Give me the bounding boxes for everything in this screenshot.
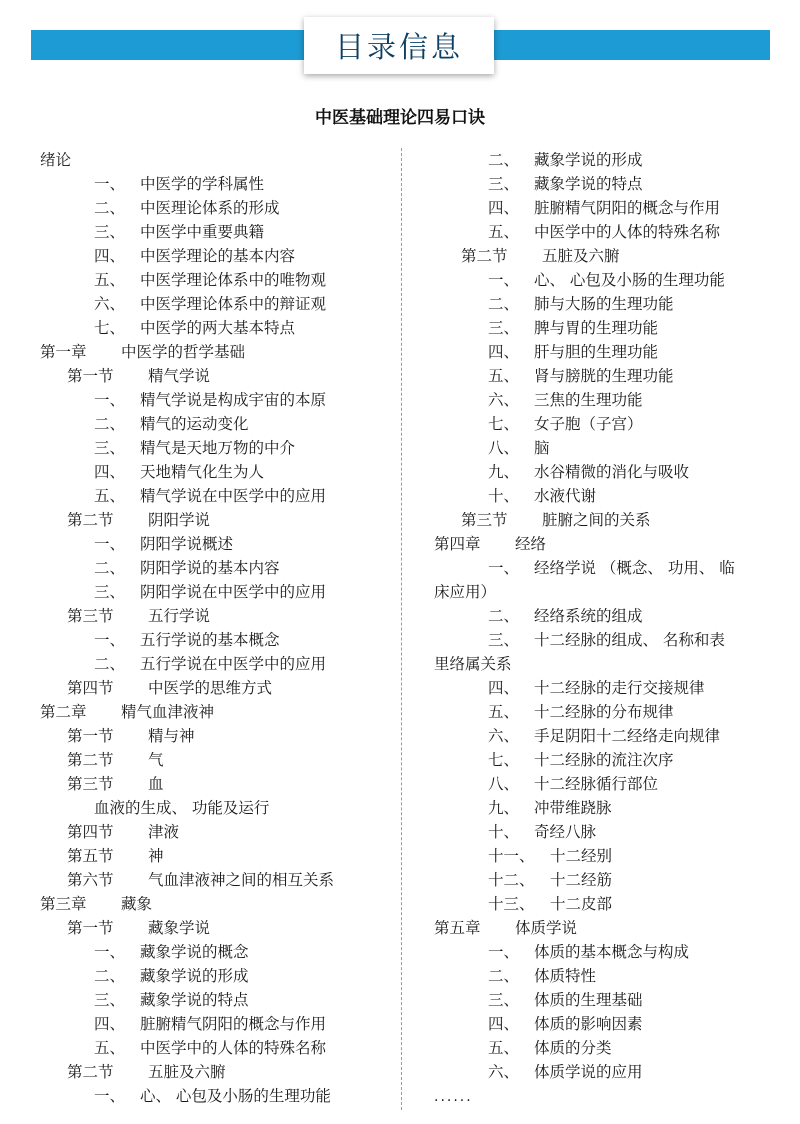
toc-entry-text: 藏象学说的特点 (534, 175, 643, 193)
toc-entry-text: 气血津液神之间的相互关系 (148, 871, 335, 889)
toc-entry (40, 292, 395, 316)
toc-entry-text: 手足阴阳十二经络走向规律 (534, 727, 721, 745)
toc-left-column (40, 148, 395, 1108)
toc-entry-text: 津液 (148, 823, 180, 841)
toc-entry (40, 748, 395, 772)
toc-entry (434, 868, 774, 892)
toc-entry-number: 七、 (488, 751, 520, 769)
toc-entry-text: 气 (148, 751, 164, 769)
toc-entry-text: 中医学的两大基本特点 (140, 319, 296, 337)
toc-entry-text: 肾与膀胱的生理功能 (534, 367, 674, 385)
toc-entry-number: 二、 (94, 415, 126, 433)
toc-entry-number: 第六节 (67, 871, 114, 889)
toc-entry-number: 十二、 (488, 871, 535, 889)
toc-entry-text: 脏腑之间的关系 (542, 511, 651, 529)
toc-entry (434, 196, 774, 220)
toc-entry-number: 三、 (94, 223, 126, 241)
toc-entry-number: 二、 (488, 967, 520, 985)
toc-entry (434, 556, 774, 580)
toc-entry-number: 一、 (94, 631, 126, 649)
toc-entry-number: 十三、 (488, 895, 535, 913)
toc-entry-text: 十二皮部 (550, 895, 613, 913)
toc-entry-text: 十二经脉循行部位 (534, 775, 659, 793)
toc-entry (434, 220, 774, 244)
toc-entry-number: 第三节 (67, 607, 114, 625)
toc-entry-number: 十、 (488, 487, 520, 505)
toc-entry (40, 1084, 395, 1108)
toc-entry-number: 六、 (94, 295, 126, 313)
toc-entry-number: 二、 (488, 151, 520, 169)
toc-entry-text: 阴阳学说概述 (140, 535, 234, 553)
toc-entry-number: 第一节 (67, 367, 114, 385)
toc-entry (434, 364, 774, 388)
toc-entry (40, 724, 395, 748)
toc-entry-number: 十、 (488, 823, 520, 841)
toc-entry (40, 1036, 395, 1060)
toc-entry-number: 八、 (488, 439, 520, 457)
toc-entry (40, 268, 395, 292)
toc-entry (40, 844, 395, 868)
toc-entry-text: 绪论 (40, 151, 72, 169)
toc-entry (434, 340, 774, 364)
toc-entry (434, 700, 774, 724)
toc-entry-number: 三、 (488, 175, 520, 193)
toc-entry (40, 580, 395, 604)
toc-entry-text: 阴阳学说的基本内容 (140, 559, 280, 577)
toc-entry-number: 第二节 (67, 751, 114, 769)
toc-entry-text: 肝与胆的生理功能 (534, 343, 659, 361)
toc-entry-text: 藏象 (121, 895, 153, 913)
toc-entry-text: 水谷精微的消化与吸收 (534, 463, 690, 481)
toc-entry-number: 第三章 (40, 895, 87, 913)
toc-entry-number: 三、 (488, 991, 520, 1009)
toc-entry-number: 五、 (94, 1039, 126, 1057)
toc-entry (40, 484, 395, 508)
toc-entry (40, 556, 395, 580)
toc-entry-number: 一、 (488, 943, 520, 961)
toc-entry (40, 316, 395, 340)
toc-entry (40, 652, 395, 676)
toc-entry-number: 五、 (488, 367, 520, 385)
toc-entry (40, 940, 395, 964)
toc-entry-text: 体质学说的应用 (534, 1063, 643, 1081)
toc-entry (434, 148, 774, 172)
toc-entry-text: 水液代谢 (534, 487, 597, 505)
toc-entry-number: 第五节 (67, 847, 114, 865)
toc-entry-number: 第四章 (434, 535, 481, 553)
header-banner-title: 目录信息 (304, 17, 494, 74)
toc-entry-text: 五行学说的基本概念 (140, 631, 280, 649)
toc-entry (434, 244, 774, 268)
toc-entry (434, 820, 774, 844)
toc-entry (434, 772, 774, 796)
toc-entry-number: 六、 (488, 1063, 520, 1081)
toc-entry-text: 脾与胃的生理功能 (534, 319, 659, 337)
toc-entry (40, 196, 395, 220)
toc-entry (40, 412, 395, 436)
toc-entry-number: 二、 (94, 199, 126, 217)
toc-entry (40, 1060, 395, 1084)
toc-entry-text: 中医学理论体系中的唯物观 (140, 271, 327, 289)
toc-entry (434, 508, 774, 532)
toc-entry-text: 十二经别 (550, 847, 613, 865)
toc-entry-number: 二、 (94, 655, 126, 673)
toc-entry (434, 316, 774, 340)
toc-entry (434, 748, 774, 772)
toc-entry (40, 700, 395, 724)
toc-entry (434, 580, 774, 604)
toc-entry (434, 292, 774, 316)
toc-entry-number: 九、 (488, 799, 520, 817)
toc-entry-text: 女子胞（子宫） (534, 415, 643, 433)
toc-entry-number: 五、 (94, 487, 126, 505)
toc-entry-text: 血 (148, 775, 164, 793)
toc-entry-text: 精气是天地万物的中介 (140, 439, 296, 457)
toc-entry-number: 一、 (94, 1087, 126, 1105)
toc-entry-text: 体质学说 (515, 919, 578, 937)
toc-continuation-ellipsis: ...... (434, 1089, 473, 1105)
toc-entry-number: 八、 (488, 775, 520, 793)
toc-entry-text: 中医学的哲学基础 (121, 343, 246, 361)
toc-entry-text: 十二经脉的流注次序 (534, 751, 674, 769)
toc-entry (434, 484, 774, 508)
toc-entry (40, 988, 395, 1012)
toc-entry-number: 第三节 (67, 775, 114, 793)
toc-entry-number: 第二节 (461, 247, 508, 265)
toc-entry (434, 436, 774, 460)
toc-entry (434, 1036, 774, 1060)
toc-entry-text: 藏象学说的特点 (140, 991, 249, 1009)
toc-entry-text: 五行学说 (148, 607, 211, 625)
toc-entry (40, 676, 395, 700)
toc-entry-number: 第一节 (67, 919, 114, 937)
toc-entry-text: 藏象学说 (148, 919, 211, 937)
toc-entry-text: 体质的生理基础 (534, 991, 643, 1009)
toc-entry-text: 五行学说在中医学中的应用 (140, 655, 327, 673)
toc-entry-text: 体质特性 (534, 967, 597, 985)
toc-entry-number: 第三节 (461, 511, 508, 529)
toc-entry-number: 四、 (488, 679, 520, 697)
toc-entry-text: 里络属关系 (434, 655, 512, 673)
toc-entry-number: 四、 (94, 463, 126, 481)
toc-entry-number: 五、 (488, 703, 520, 721)
toc-entry (40, 244, 395, 268)
toc-entry-number: 一、 (488, 271, 520, 289)
toc-entry (434, 412, 774, 436)
toc-entry-text: 精气学说 (148, 367, 211, 385)
toc-entry-text: 中医学理论的基本内容 (140, 247, 296, 265)
toc-entry-number: 六、 (488, 727, 520, 745)
toc-entry-text: 床应用） (434, 583, 497, 601)
toc-entry-text: 经络 (515, 535, 547, 553)
toc-entry-text: 中医学中的人体的特殊名称 (534, 223, 721, 241)
toc-entry-text: 脑 (534, 439, 550, 457)
toc-entry-number: 九、 (488, 463, 520, 481)
toc-entry (40, 460, 395, 484)
toc-entry-text: 血液的生成、 功能及运行 (94, 799, 270, 817)
toc-entry-text: 肺与大肠的生理功能 (534, 295, 674, 313)
toc-entry-text: 体质的基本概念与构成 (534, 943, 690, 961)
toc-entry-text: 精与神 (148, 727, 195, 745)
toc-entry-number: 第二章 (40, 703, 87, 721)
toc-entry-number: 五、 (488, 1039, 520, 1057)
toc-entry (40, 436, 395, 460)
column-divider (401, 148, 402, 1110)
document-title: 中医基础理论四易口诀 (315, 108, 485, 128)
toc-entry-number: 七、 (94, 319, 126, 337)
toc-entry-text: 阴阳学说在中医学中的应用 (140, 583, 327, 601)
toc-entry-number: 第一章 (40, 343, 87, 361)
toc-entry (40, 964, 395, 988)
toc-entry (40, 772, 395, 796)
toc-entry-text: 中医学中的人体的特殊名称 (140, 1039, 327, 1057)
toc-entry-text: 天地精气化生为人 (140, 463, 265, 481)
toc-entry (434, 1060, 774, 1084)
toc-entry-number: 第一节 (67, 727, 114, 745)
toc-entry-number: 二、 (488, 607, 520, 625)
toc-entry-text: 精气学说是构成宇宙的本原 (140, 391, 327, 409)
toc-entry (434, 532, 774, 556)
toc-entry (40, 820, 395, 844)
toc-entry (434, 676, 774, 700)
toc-entry (434, 940, 774, 964)
toc-entry (434, 1084, 774, 1108)
toc-entry-number: 七、 (488, 415, 520, 433)
toc-entry (434, 916, 774, 940)
toc-entry-text: 冲带维跷脉 (534, 799, 612, 817)
toc-entry-number: 四、 (488, 1015, 520, 1033)
toc-entry (40, 796, 395, 820)
toc-entry-text: 体质的分类 (534, 1039, 612, 1057)
toc-entry-number: 四、 (488, 343, 520, 361)
toc-entry (40, 388, 395, 412)
toc-entry-text: 十二经脉的组成、 名称和表 (534, 631, 725, 649)
toc-entry-number: 第二节 (67, 1063, 114, 1081)
toc-entry-text: 经络学说 （概念、 功用、 临 (534, 559, 735, 577)
toc-entry (434, 964, 774, 988)
toc-entry-text: 脏腑精气阴阳的概念与作用 (534, 199, 721, 217)
toc-right-column (434, 148, 774, 1108)
toc-entry (434, 892, 774, 916)
toc-entry-number: 四、 (94, 247, 126, 265)
toc-entry-text: 中医理论体系的形成 (140, 199, 280, 217)
toc-entry-number: 第四节 (67, 679, 114, 697)
toc-entry-number: 三、 (94, 439, 126, 457)
toc-entry-text: 十二经筋 (550, 871, 613, 889)
toc-entry (434, 628, 774, 652)
toc-entry-text: 中医学理论体系中的辩证观 (140, 295, 327, 313)
toc-entry-number: 六、 (488, 391, 520, 409)
toc-entry-text: 藏象学说的形成 (140, 967, 249, 985)
toc-entry (40, 604, 395, 628)
toc-entry (40, 172, 395, 196)
toc-entry-number: 三、 (94, 583, 126, 601)
toc-entry-text: 藏象学说的概念 (140, 943, 249, 961)
toc-entry-number: 五、 (488, 223, 520, 241)
toc-entry-text: 藏象学说的形成 (534, 151, 643, 169)
toc-entry-number: 一、 (94, 943, 126, 961)
toc-entry-number: 第四节 (67, 823, 114, 841)
toc-entry-text: 十二经脉的走行交接规律 (534, 679, 705, 697)
toc-entry-number: 三、 (488, 319, 520, 337)
toc-entry-text: 心、 心包及小肠的生理功能 (140, 1087, 331, 1105)
toc-entry-number: 二、 (488, 295, 520, 313)
toc-entry (434, 268, 774, 292)
toc-entry (434, 172, 774, 196)
toc-entry (40, 628, 395, 652)
toc-entry-text: 五脏及六腑 (148, 1063, 226, 1081)
toc-entry (40, 508, 395, 532)
toc-entry-number: 一、 (94, 175, 126, 193)
toc-entry-text: 神 (148, 847, 164, 865)
toc-entry-text: 中医学的思维方式 (148, 679, 273, 697)
toc-entry-number: 十一、 (488, 847, 535, 865)
toc-entry (434, 388, 774, 412)
toc-entry-number: 三、 (94, 991, 126, 1009)
toc-entry-text: 五脏及六腑 (542, 247, 620, 265)
toc-entry (40, 364, 395, 388)
toc-entry-text: 奇经八脉 (534, 823, 597, 841)
toc-entry-number: 一、 (488, 559, 520, 577)
toc-entry (40, 892, 395, 916)
toc-entry-text: 十二经脉的分布规律 (534, 703, 674, 721)
toc-entry-number: 二、 (94, 559, 126, 577)
toc-entry (434, 988, 774, 1012)
toc-entry (40, 148, 395, 172)
toc-entry (434, 604, 774, 628)
toc-entry-text: 精气血津液神 (121, 703, 215, 721)
toc-entry-text: 三焦的生理功能 (534, 391, 643, 409)
toc-entry (40, 532, 395, 556)
toc-entry (434, 724, 774, 748)
toc-entry-text: 体质的影响因素 (534, 1015, 643, 1033)
toc-entry-number: 一、 (94, 391, 126, 409)
toc-entry-number: 四、 (94, 1015, 126, 1033)
toc-entry-text: 精气学说在中医学中的应用 (140, 487, 327, 505)
toc-entry-number: 五、 (94, 271, 126, 289)
toc-entry (434, 1012, 774, 1036)
toc-entry-number: 第五章 (434, 919, 481, 937)
toc-entry-text: 脏腑精气阴阳的概念与作用 (140, 1015, 327, 1033)
toc-entry-text: 经络系统的组成 (534, 607, 643, 625)
toc-entry (40, 220, 395, 244)
toc-entry (434, 652, 774, 676)
toc-entry (40, 340, 395, 364)
toc-entry-text: 中医学的学科属性 (140, 175, 265, 193)
toc-entry-text: 精气的运动变化 (140, 415, 249, 433)
toc-entry-text: 心、 心包及小肠的生理功能 (534, 271, 725, 289)
toc-entry-text: 中医学中重要典籍 (140, 223, 265, 241)
toc-entry (434, 844, 774, 868)
toc-entry-text: 阴阳学说 (148, 511, 211, 529)
toc-entry (434, 460, 774, 484)
toc-entry-number: 第二节 (67, 511, 114, 529)
toc-entry (40, 868, 395, 892)
toc-entry (40, 1012, 395, 1036)
toc-entry-number: 四、 (488, 199, 520, 217)
toc-entry-number: 三、 (488, 631, 520, 649)
toc-entry (434, 796, 774, 820)
toc-entry (40, 916, 395, 940)
toc-entry-number: 一、 (94, 535, 126, 553)
toc-entry-number: 二、 (94, 967, 126, 985)
